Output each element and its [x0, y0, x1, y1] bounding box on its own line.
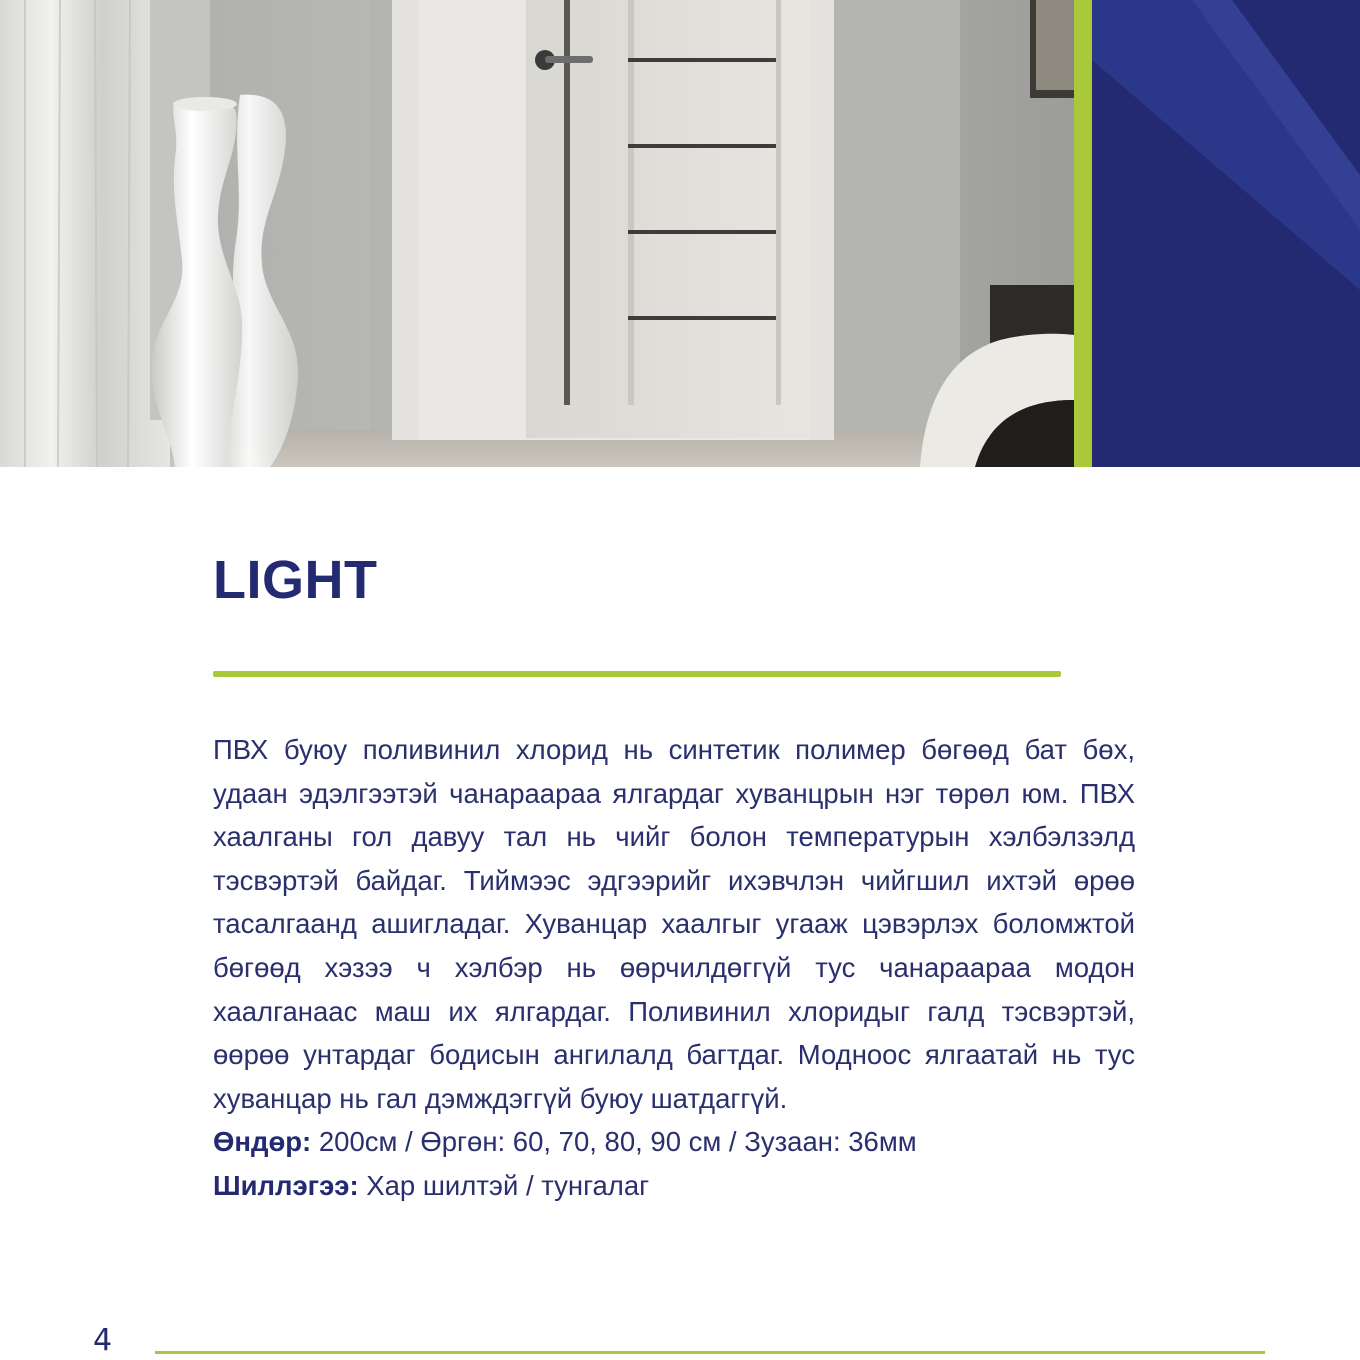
interior-door-photo-icon — [0, 0, 1074, 467]
brand-panel — [1092, 0, 1360, 467]
spec-dimensions-label: Өндөр: — [213, 1126, 312, 1157]
spec-glazing — [213, 1164, 649, 1208]
page-number: 4 — [93, 1323, 113, 1358]
spec-dimensions-value: 200см / Өргөн: 60, 70, 80, 90 см / Зузаан: 36мм — [318, 1126, 917, 1157]
spec-glazing-label: Шиллэгээ: — [213, 1170, 359, 1201]
footer-divider — [155, 1351, 1265, 1354]
spec-dimensions — [213, 1120, 917, 1164]
accent-stripe — [1074, 0, 1092, 467]
title-divider — [213, 671, 1061, 677]
page-title: LIGHT — [213, 550, 378, 610]
brand-triangle-graphic — [1092, 0, 1360, 467]
description-paragraph: ПВХ буюу поливинил хлорид нь синтетик полимер бөгөөд бат бөх, удаан эдэлгээтэй чанараараа ялгардаг хуванцрын нэг төрөл юм. ПВХ хаалганы гол давуу тал нь чийг болон температурын хэлбэлзэлд тэсвэртэй байдаг. Тиймээс эдгээрийг ихэвчлэн чийгшил ихтэй өрөө тасалгаанд ашигладаг. Хуванцар хаалгыг угааж цэвэрлэх боломжтой бөгөөд хэзээ ч хэлбэр нь өөрчилдөггүй тус чанараараа модон хаалганаас маш их ялгардаг. Поливинил хлоридыг галд тэсвэртэй, өөрөө унтардаг бодисын ангилалд багтдаг. Модноос ялгаатай нь тус хуванцар нь гал дэмждэггүй буюу шатдаггүй. — [213, 734, 1135, 1114]
spec-glazing-value: Хар шилтэй / тунгалаг — [366, 1170, 650, 1201]
